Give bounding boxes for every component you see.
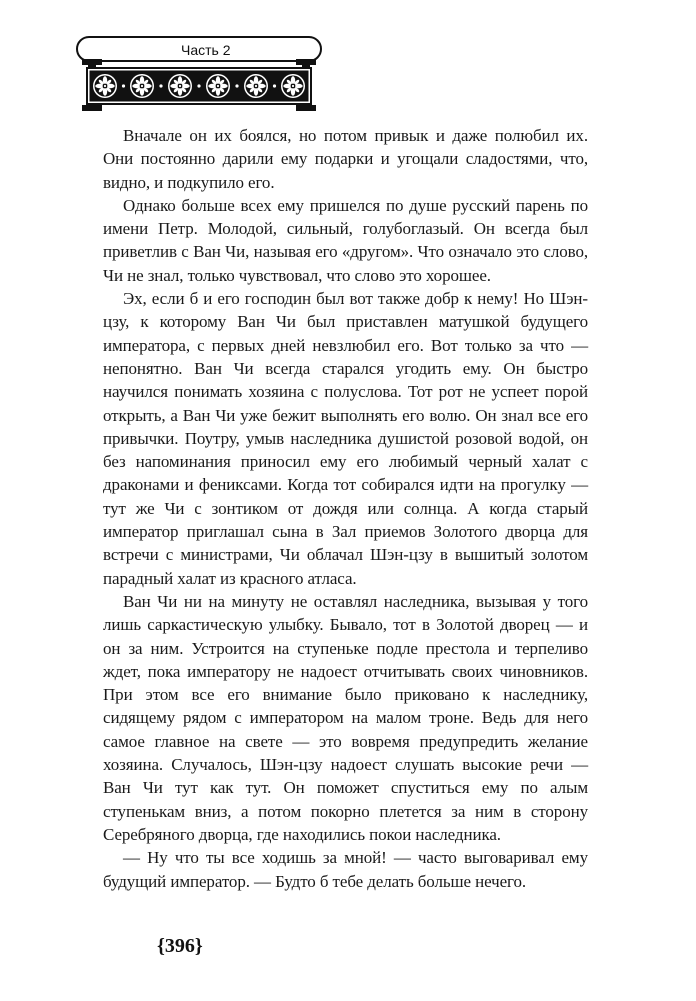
paragraph: Эх, если б и его господин был вот также добр к нему! Но Шэн-цзу, к которому Ван Чи был приставлен матушкой будущего императора, с первых дней невзлюбил его. Вот только за что — непонятно. Ван Чи всегда старался угодить ему. Он быстро научился понимать хозяина с полуслова. Тот рот не успеет порой открыть, а Ван Чи уже бежит выполнять его волю. Он знал все его привычки. Поутру, умыв наследника душистой розовой водой, он без напоминания приносил ему его любимый черный халат с драконами и фениксами. Когда тот собирался идти на прогулку — тут же Чи с зонтиком от дождя или солнца. А когда старый император приглашал сына в Зал приемов Золотого дворца для встречи с министрами, Чи облачал Шэн-цзу в вышитый золотом парадный халат из красного атласа. — [103, 289, 588, 588]
paragraph: Вначале он их боялся, но потом привык и даже полюбил их. Они постоянно дарили ему подарки и угощали сладостями, что, видно, и подкупило его. — [103, 126, 588, 192]
body-text — [103, 124, 588, 893]
running-header — [76, 36, 322, 62]
decorative-ornament-band-icon — [86, 67, 312, 105]
page-number: {396} — [157, 935, 203, 957]
paragraph: Однако больше всех ему пришелся по душе русский парень по имени Петр. Молодой, сильный, голубоглазый. Он всегда был приветлив с Ван Чи, называя его «другом». Что означало это слово, Чи не знал, только чувствовал, что слово это хорошее. — [103, 195, 588, 285]
part-label: Часть 2 — [181, 42, 231, 58]
paragraph: — Ну что ты все ходишь за мной! — часто выговаривал ему будущий император. — Будто б тебе делать больше нечего. — [103, 848, 588, 891]
paragraph: Ван Чи ни на минуту не оставлял наследника, вызывая у того лишь саркастическую улыбку. Бывало, тот в Золотой дворец — и он за ним. Устроится на ступеньке подле престола и терпеливо ждет, пока императору не надоест отчитывать своих чиновников. При этом все его внимание было приковано к наследнику, сидящему рядом с императором на малом троне. Ведь для него самое главное на свете — это вовремя предупредить желание хозяина. Случалось, Шэн-цзу надоест слушать высокие речи — Ван Чи тут как тут. Он поможет спуститься ему по алым ступенькам вниз, а потом покорно плетется за ним в сторону Серебряного дворца, где находились покои наследника. — [103, 591, 588, 844]
